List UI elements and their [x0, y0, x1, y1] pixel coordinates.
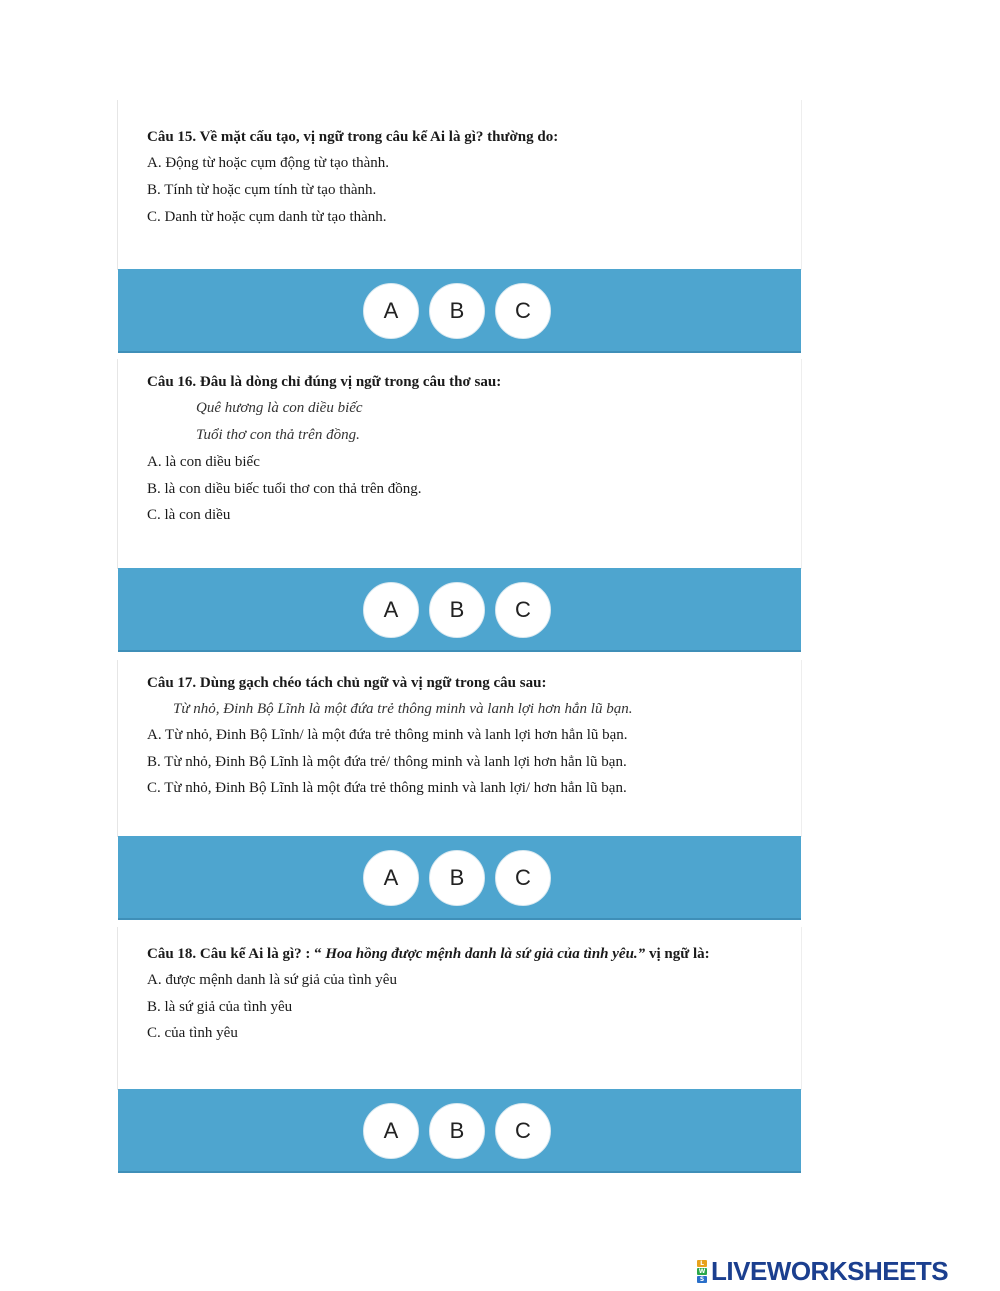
answer-bar-15 [118, 269, 801, 353]
option-a-text: A. Từ nhỏ, Đinh Bộ Lĩnh/ là một đứa trẻ thông minh và lanh lợi hơn hẳn lũ bạn. [147, 727, 628, 743]
choice-c-button[interactable]: C [495, 1103, 551, 1159]
logo-mark-icon [697, 1260, 707, 1283]
example-sentence: Từ nhỏ, Đinh Bộ Lĩnh là một đứa trẻ thông minh và lanh lợi hơn hẳn lũ bạn. [173, 701, 633, 717]
liveworksheets-logo [697, 1257, 948, 1285]
question-card-16 [118, 359, 801, 569]
choice-a-button[interactable]: A [363, 1103, 419, 1159]
question-title-suffix: vị ngữ là: [645, 946, 710, 962]
option-b-text: B. Từ nhỏ, Đinh Bộ Lĩnh là một đứa trẻ/ thông minh và lanh lợi hơn hẳn lũ bạn. [147, 754, 627, 770]
choice-c-button[interactable]: C [495, 582, 551, 638]
poem-line: Quê hương là con diều biếc [196, 400, 363, 416]
question-card-17 [118, 660, 801, 837]
option-c-text: C. Danh từ hoặc cụm danh từ tạo thành. [147, 209, 387, 225]
poem-line: Tuổi thơ con thả trên đồng. [196, 427, 360, 443]
choice-a-button[interactable]: A [363, 850, 419, 906]
logo-mark-s: S [697, 1276, 707, 1283]
question-title: Câu 16. Đâu là dòng chỉ đúng vị ngữ trong câu thơ sau: [147, 374, 502, 390]
logo-mark-l: L [697, 1260, 707, 1267]
choice-c-button[interactable]: C [495, 283, 551, 339]
option-a-text: A. được mệnh danh là sứ giả của tình yêu [147, 972, 397, 988]
option-c-text: C. là con diều [147, 507, 231, 523]
option-c-text: C. của tình yêu [147, 1025, 238, 1041]
choice-b-button[interactable]: B [429, 1103, 485, 1159]
question-quote: Hoa hồng được mệnh danh là sứ giả của tình yêu.” [325, 946, 646, 962]
answer-bar-16 [118, 568, 801, 652]
question-title-prefix: Câu 18. Câu kể Ai là gì? : “ [147, 946, 326, 962]
question-title: Câu 15. Về mặt cấu tạo, vị ngữ trong câu kể Ai là gì? thường do: [147, 129, 559, 145]
choice-b-button[interactable]: B [429, 582, 485, 638]
logo-text: LIVEWORKSHEETS [711, 1256, 949, 1286]
choice-c-button[interactable]: C [495, 850, 551, 906]
question-card-18 [118, 927, 801, 1090]
question-title [147, 944, 710, 964]
question-card-15 [118, 100, 801, 270]
option-b-text: B. Tính từ hoặc cụm tính từ tạo thành. [147, 182, 377, 198]
option-b-text: B. là con diều biếc tuổi thơ con thả trên đồng. [147, 481, 422, 497]
logo-mark-w: W [698, 1267, 706, 1275]
option-b-text: B. là sứ giả của tình yêu [147, 999, 293, 1015]
option-c-text: C. Từ nhỏ, Đinh Bộ Lĩnh là một đứa trẻ thông minh và lanh lợi/ hơn hẳn lũ bạn. [147, 780, 627, 796]
answer-bar-17 [118, 836, 801, 920]
choice-b-button[interactable]: B [429, 850, 485, 906]
question-title: Câu 17. Dùng gạch chéo tách chủ ngữ và vị ngữ trong câu sau: [147, 675, 547, 691]
choice-b-button[interactable]: B [429, 283, 485, 339]
choice-a-button[interactable]: A [363, 582, 419, 638]
answer-bar-18 [118, 1089, 801, 1173]
option-a-text: A. là con diều biếc [147, 454, 260, 470]
option-a-text: A. Động từ hoặc cụm động từ tạo thành. [147, 155, 390, 171]
choice-a-button[interactable]: A [363, 283, 419, 339]
